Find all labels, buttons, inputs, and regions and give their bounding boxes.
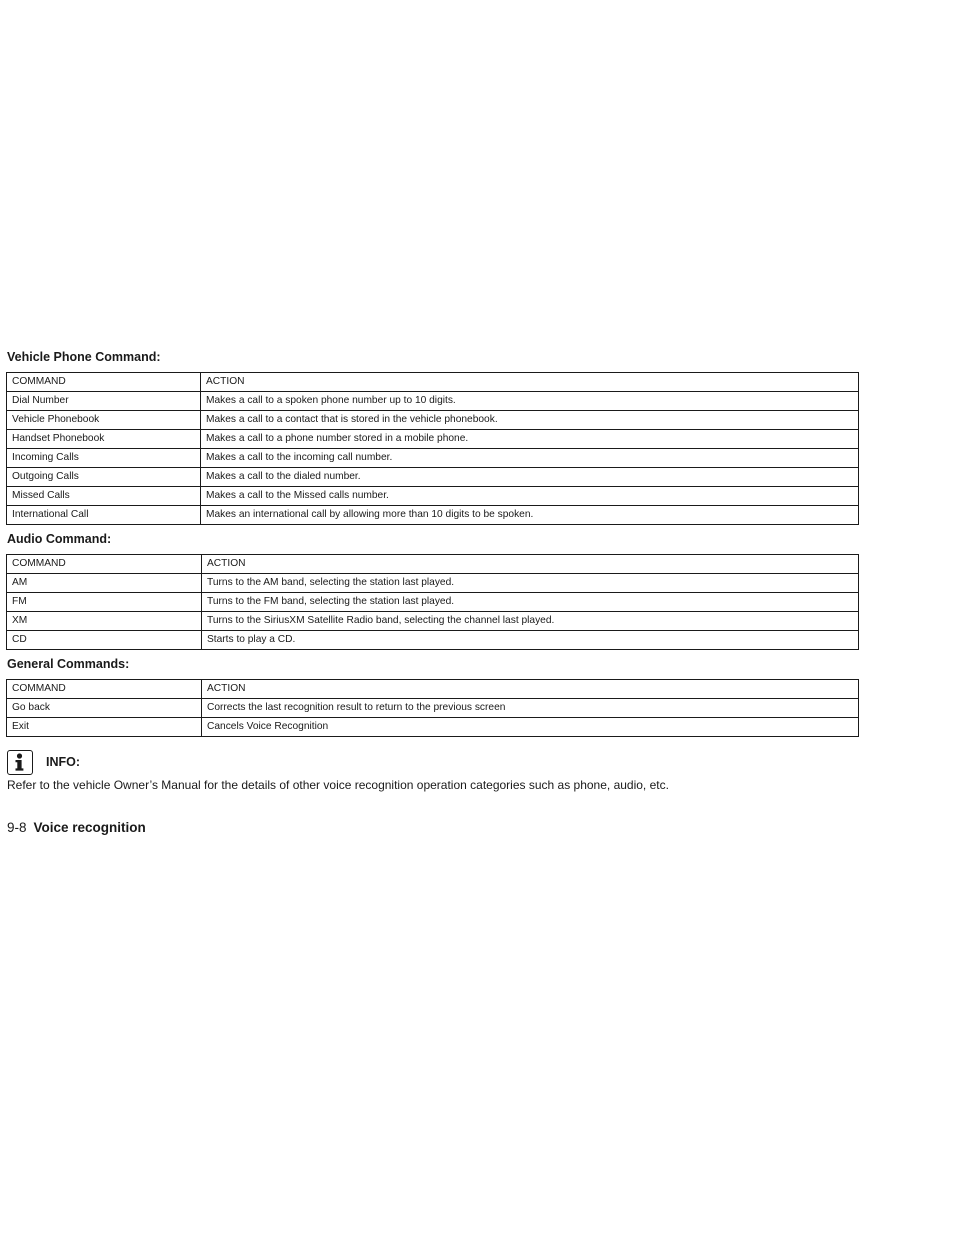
header-action: ACTION [202, 555, 859, 574]
action-cell: Makes a call to a contact that is stored in the vehicle phonebook. [201, 411, 859, 430]
table-row [7, 574, 859, 593]
table-row [7, 699, 859, 718]
command-cell: XM [7, 612, 202, 631]
command-cell: Handset Phonebook [7, 430, 201, 449]
command-cell: Go back [7, 699, 202, 718]
phone-section-heading: Vehicle Phone Command: [7, 350, 161, 364]
table-header-row [7, 680, 859, 699]
table-row [7, 631, 859, 650]
command-cell: Dial Number [7, 392, 201, 411]
info-i-icon [7, 750, 33, 775]
action-cell: Turns to the SiriusXM Satellite Radio band, selecting the channel last played. [202, 612, 859, 631]
table-row [7, 506, 859, 525]
audio-command-table [6, 554, 859, 650]
action-cell: Makes a call to a spoken phone number up to 10 digits. [201, 392, 859, 411]
table-row [7, 718, 859, 737]
audio-section-heading: Audio Command: [7, 532, 112, 546]
action-cell: Makes a call to the incoming call number. [201, 449, 859, 468]
action-cell: Makes a call to the Missed calls number. [201, 487, 859, 506]
table-row [7, 392, 859, 411]
action-cell: Starts to play a CD. [202, 631, 859, 650]
info-text: Refer to the vehicle Owner’s Manual for the details of other voice recognition operation categories such as phone, audio, etc. [7, 778, 669, 792]
command-cell: CD [7, 631, 202, 650]
table-row [7, 430, 859, 449]
info-block [7, 749, 80, 776]
table-row [7, 411, 859, 430]
action-cell: Makes a call to a phone number stored in a mobile phone. [201, 430, 859, 449]
table-header-row [7, 373, 859, 392]
table-row [7, 468, 859, 487]
table-header-row [7, 555, 859, 574]
command-cell: Exit [7, 718, 202, 737]
action-cell: Corrects the last recognition result to return to the previous screen [202, 699, 859, 718]
header-command: COMMAND [7, 555, 202, 574]
action-cell: Turns to the AM band, selecting the station last played. [202, 574, 859, 593]
action-cell: Makes a call to the dialed number. [201, 468, 859, 487]
table-row [7, 593, 859, 612]
table-row [7, 449, 859, 468]
table-row [7, 487, 859, 506]
command-cell: International Call [7, 506, 201, 525]
chapter-title: Voice recognition [33, 820, 146, 835]
header-action: ACTION [202, 680, 859, 699]
action-cell: Makes an international call by allowing more than 10 digits to be spoken. [201, 506, 859, 525]
general-section-heading: General Commands: [7, 657, 130, 671]
page-number: 9-8 [7, 820, 27, 835]
command-cell: FM [7, 593, 202, 612]
info-label: INFO: [46, 754, 81, 769]
command-cell: Outgoing Calls [7, 468, 201, 487]
page-footer [7, 820, 146, 835]
phone-command-table [6, 372, 859, 525]
general-command-table [6, 679, 859, 737]
command-cell: Vehicle Phonebook [7, 411, 201, 430]
header-command: COMMAND [7, 680, 202, 699]
action-cell: Turns to the FM band, selecting the station last played. [202, 593, 859, 612]
header-action: ACTION [201, 373, 859, 392]
header-command: COMMAND [7, 373, 201, 392]
command-cell: AM [7, 574, 202, 593]
action-cell: Cancels Voice Recognition [202, 718, 859, 737]
command-cell: Missed Calls [7, 487, 201, 506]
table-row [7, 612, 859, 631]
command-cell: Incoming Calls [7, 449, 201, 468]
